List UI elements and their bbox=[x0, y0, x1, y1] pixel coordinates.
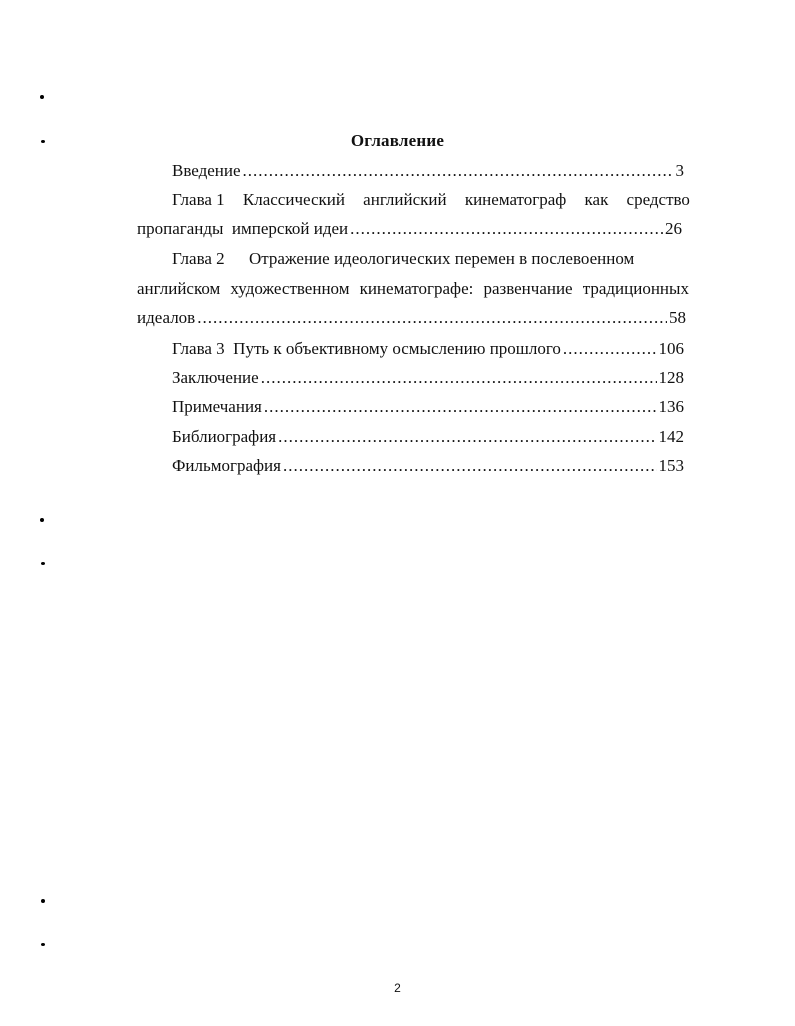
toc-entry-label: Глава 3 Путь к объективному осмыслению прошлого bbox=[172, 339, 561, 358]
toc-entry-page: 128 bbox=[658, 368, 684, 387]
page-number: 2 bbox=[394, 981, 401, 995]
toc-word: кинематограф bbox=[464, 190, 567, 209]
toc-entry-page: 142 bbox=[658, 427, 684, 446]
toc-entry-page: 106 bbox=[658, 339, 684, 358]
scan-dot bbox=[41, 943, 45, 946]
scan-dot bbox=[41, 899, 45, 903]
toc-entry-intro[interactable] bbox=[172, 161, 684, 181]
toc-word: кинематографе: bbox=[359, 279, 474, 298]
toc-entry-ch2-line3[interactable] bbox=[137, 308, 686, 328]
dot-leader bbox=[350, 219, 663, 239]
dot-leader bbox=[261, 368, 657, 388]
toc-entry-notes[interactable] bbox=[172, 397, 684, 417]
toc-entry-label: Примечания bbox=[172, 397, 262, 416]
toc-entry-page: 136 bbox=[658, 397, 684, 416]
toc-word: английский bbox=[363, 190, 447, 209]
toc-entry-label: Глава 2 bbox=[172, 249, 225, 268]
dot-leader bbox=[197, 308, 667, 328]
toc-entry-bibliography[interactable] bbox=[172, 427, 684, 447]
toc-title: Оглавление bbox=[350, 131, 445, 150]
toc-entry-page: 153 bbox=[658, 456, 684, 475]
toc-entry-ch1-line1[interactable] bbox=[172, 190, 690, 210]
dot-leader bbox=[243, 161, 674, 181]
toc-entry-page: 58 bbox=[669, 308, 686, 327]
toc-word: развенчание bbox=[483, 279, 573, 298]
toc-entry-label: пропаганды имперской идеи bbox=[137, 219, 349, 238]
dot-leader bbox=[563, 339, 657, 359]
toc-entry-ch1-line2[interactable] bbox=[137, 219, 682, 239]
toc-entry-label: Библиография bbox=[172, 427, 277, 446]
toc-entry-label: идеалов bbox=[137, 308, 196, 327]
toc-entry-page: 26 bbox=[665, 219, 682, 238]
toc-entry-ch3[interactable] bbox=[172, 339, 684, 359]
toc-entry-ch2-line1[interactable] bbox=[172, 249, 634, 269]
toc-entry-ch2-line2[interactable] bbox=[137, 279, 689, 299]
toc-entry-text: Отражение идеологических перемен в послевоенном bbox=[248, 249, 635, 268]
toc-entry-label: Глава 1 bbox=[172, 190, 225, 209]
toc-word: как bbox=[584, 190, 609, 209]
scan-dot bbox=[40, 95, 44, 99]
dot-leader bbox=[278, 427, 656, 447]
dot-leader bbox=[283, 456, 657, 476]
scan-dot bbox=[40, 518, 44, 522]
toc-entry-conclusion[interactable] bbox=[172, 368, 684, 388]
toc-word: английском bbox=[137, 279, 221, 298]
toc-word: художественном bbox=[230, 279, 350, 298]
toc-entry-page: 3 bbox=[675, 161, 684, 180]
toc-entry-label: Фильмография bbox=[172, 456, 281, 475]
toc-entry-label: Введение bbox=[172, 161, 241, 180]
scan-dot bbox=[41, 562, 45, 565]
dot-leader bbox=[264, 397, 657, 417]
toc-entry-label: Заключение bbox=[172, 368, 259, 387]
toc-word: Классический bbox=[242, 190, 345, 209]
toc-word: традиционных bbox=[582, 279, 689, 298]
toc-word: средство bbox=[626, 190, 690, 209]
toc-entry-filmography[interactable] bbox=[172, 456, 684, 476]
